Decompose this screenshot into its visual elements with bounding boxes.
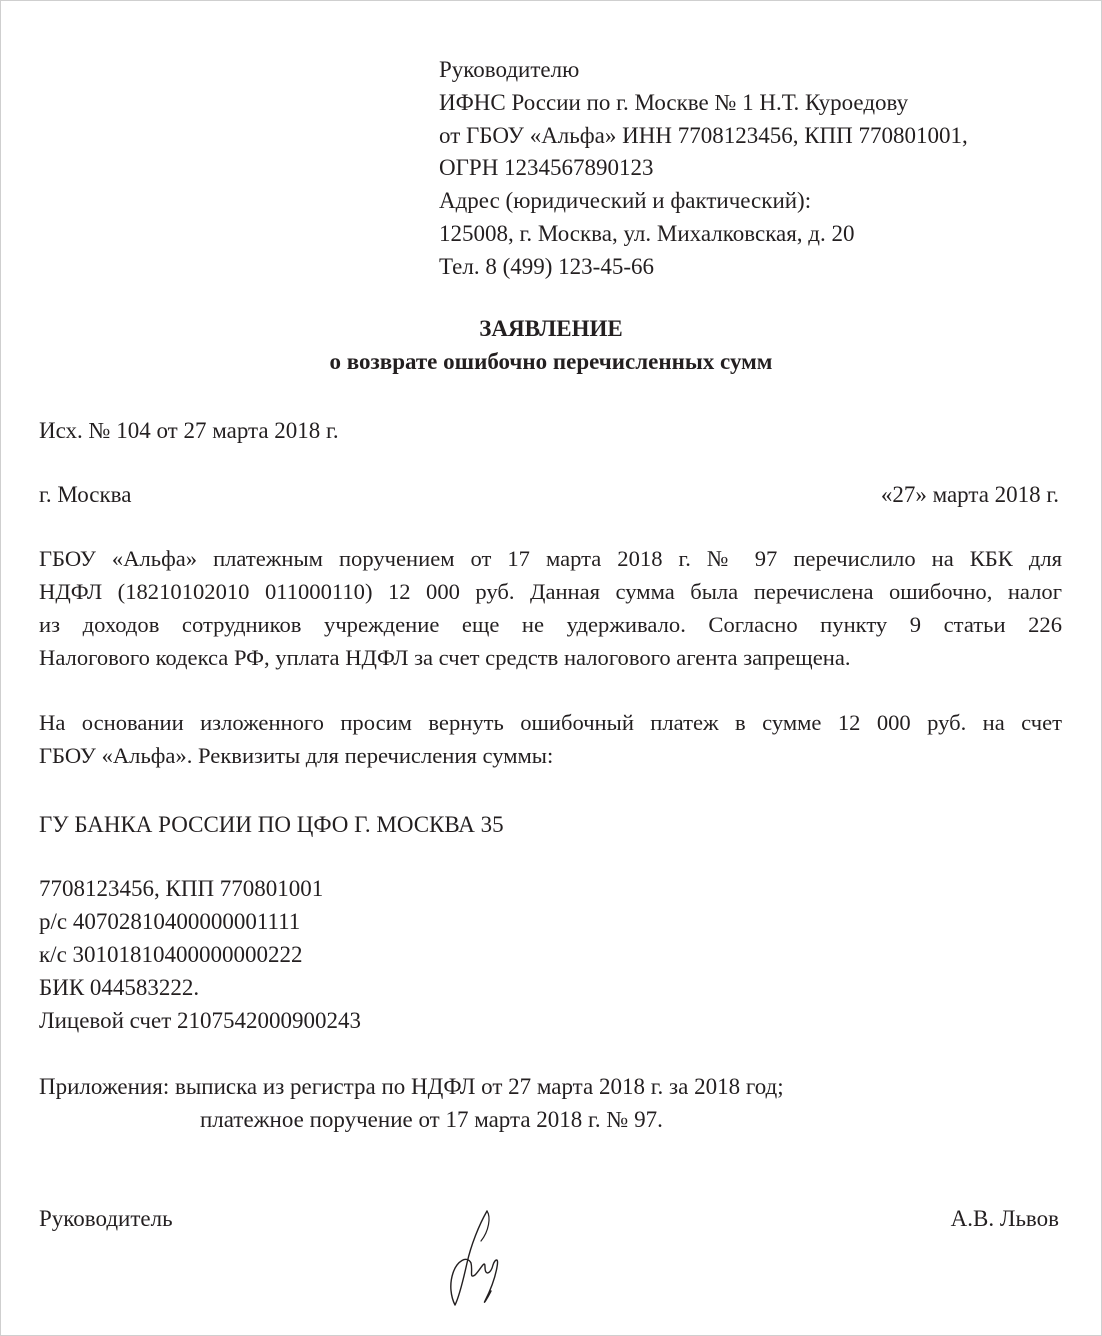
paragraph-line: ГБОУ «Альфа». Реквизиты для перечисления суммы: bbox=[39, 743, 554, 768]
document-title: ЗАЯВЛЕНИЕ bbox=[479, 316, 623, 341]
addressee-line: ИФНС России по г. Москве № 1 Н.Т. Куроедову bbox=[439, 90, 909, 115]
handwritten-signature bbox=[441, 1201, 511, 1311]
addressee-line: от ГБОУ «Альфа» ИНН 7708123456, КПП 770801001, bbox=[439, 123, 968, 148]
bank-bik: БИК 044583222. bbox=[39, 975, 200, 1000]
signatory-name: А.В. Львов bbox=[950, 1206, 1059, 1231]
attachment-line: Приложения: выписка из регистра по НДФЛ от 27 марта 2018 г. за 2018 год; bbox=[39, 1074, 784, 1099]
bank-inn-kpp: 7708123456, КПП 770801001 bbox=[39, 876, 324, 901]
signatory-position: Руководитель bbox=[39, 1206, 173, 1231]
place: г. Москва bbox=[39, 482, 132, 507]
outgoing-number: Исх. № 104 от 27 марта 2018 г. bbox=[39, 418, 339, 443]
addressee-line: Адрес (юридический и фактический): bbox=[439, 188, 812, 213]
addressee-line: Тел. 8 (499) 123-45-66 bbox=[439, 254, 654, 279]
bank-name: ГУ БАНКА РОССИИ ПО ЦФО Г. МОСКВА 35 bbox=[39, 812, 504, 837]
personal-account: Лицевой счет 2107542000900243 bbox=[39, 1008, 362, 1033]
paragraph-line: На основании изложенного просим вернуть ошибочный платеж в сумме 12 000 руб. на счет bbox=[39, 710, 1062, 735]
document-subtitle: о возврате ошибочно перечисленных сумм bbox=[329, 349, 773, 374]
addressee-line: ОГРН 1234567890123 bbox=[439, 155, 654, 180]
paragraph-line: Налогового кодекса РФ, уплата НДФЛ за счет средств налогового агента запрещена. bbox=[39, 645, 851, 670]
paragraph-line: НДФЛ (18210102010 011000110) 12 000 руб. Данная сумма была перечислена ошибочно, налог bbox=[39, 579, 1062, 604]
paragraph-line: ГБОУ «Альфа» платежным поручением от 17 марта 2018 г. № 97 перечислило на КБК для bbox=[39, 546, 1062, 571]
bank-settlement-account: р/с 40702810400000001111 bbox=[39, 909, 301, 934]
attachment-line: платежное поручение от 17 марта 2018 г. № 97. bbox=[200, 1107, 663, 1132]
bank-correspondent-account: к/с 30101810400000000222 bbox=[39, 942, 303, 967]
addressee-line: 125008, г. Москва, ул. Михалковская, д. 20 bbox=[439, 221, 855, 246]
addressee-line: Руководителю bbox=[439, 57, 580, 82]
paragraph-line: из доходов сотрудников учреждение еще не удерживало. Согласно пункту 9 статьи 226 bbox=[39, 612, 1062, 637]
document-date: «27» марта 2018 г. bbox=[880, 482, 1059, 507]
